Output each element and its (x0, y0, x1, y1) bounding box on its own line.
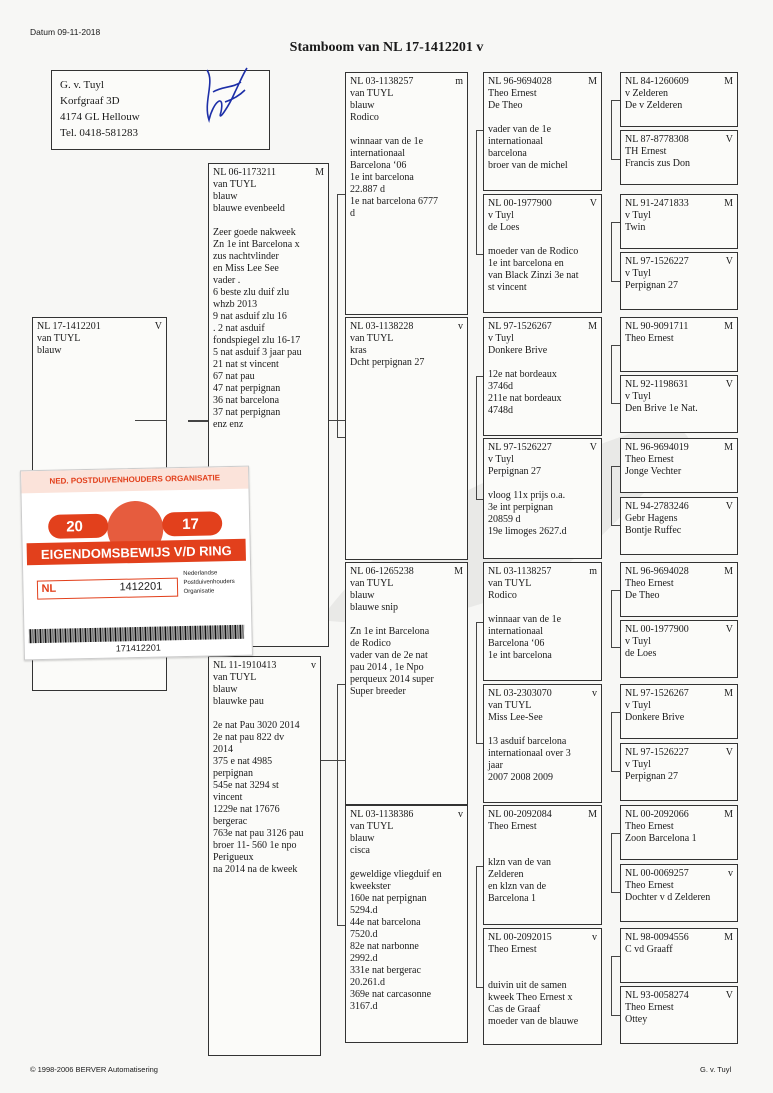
ring-number: NL 97-1526227 (625, 256, 689, 267)
connector-line (611, 712, 620, 772)
ring-number: NL 03-1138257 (350, 76, 414, 87)
pigeon-details: van TUYL blauw cisca geweldige vliegduif en kweekster 160e nat perpignan 5294.d 44e nat barcelona 7520.d 82e nat narbonne 2992.d 331e nat bergerac 20.261.d 369e nat carcasonne 3167.d (350, 821, 442, 1012)
pedigree-box-g7 (620, 438, 738, 493)
connector-line (611, 222, 620, 282)
ring-number: NL 94-2783246 (625, 501, 689, 512)
ring-number: NL 97-1526267 (488, 321, 552, 332)
pedigree-box-fmm (483, 438, 602, 559)
ring-number: NL 00-1977900 (625, 624, 689, 635)
sex-marker: M (724, 566, 733, 577)
ring-number: NL 87-8778308 (625, 134, 689, 145)
ring-number: NL 97-1526227 (625, 747, 689, 758)
pigeon-details: Theo Ernest De Theo (625, 578, 674, 601)
connector-line (321, 760, 345, 761)
certificate-year-right: 17 (182, 515, 200, 534)
pigeon-details: v Zelderen De v Zelderen (625, 88, 683, 111)
ring-number: NL 00-1977900 (488, 198, 552, 209)
pedigree-box-mfm (483, 684, 602, 803)
owner-street: Korfgraaf 3D (60, 95, 120, 107)
certificate-title: EIGENDOMSBEWIJS V/D RING (40, 543, 232, 562)
ring-number: NL 00-0069257 (625, 868, 689, 879)
pigeon-details: v Tuyl Twin (625, 210, 651, 233)
pedigree-box-ff (345, 72, 468, 315)
pigeon-details: v Tuyl Donkere Brive 12e nat bordeaux 3746d 211e nat bordeaux 4748d (488, 333, 562, 416)
side-label-o: Organisatie (183, 588, 215, 596)
connector-line (476, 622, 484, 744)
sex-marker: M (588, 321, 597, 332)
pigeon-details: v Tuyl Perpignan 27 vloog 11x prijs o.a. 3e int perpignan 20859 d 19e limoges 2627.d (488, 454, 567, 537)
pigeon-details: v Tuyl Den Brive 1e Nat. (625, 391, 698, 414)
connector-line (611, 833, 620, 893)
certificate-org: NED. POSTDUIVENHOUDERS ORGANISATIE (49, 473, 221, 486)
ring-number: NL 98-0094556 (625, 932, 689, 943)
sex-marker: v (458, 321, 463, 332)
signature (195, 62, 255, 132)
ring-number: NL 97-1526227 (488, 442, 552, 453)
pigeon-details: van TUYL Miss Lee-See 13 asduif barcelona internationaal over 3 jaar 2007 2008 2009 (488, 700, 571, 783)
sex-marker: M (724, 809, 733, 820)
pigeon-details: Theo Ernest Dochter v d Zelderen (625, 880, 711, 903)
sex-marker: V (725, 501, 733, 512)
pedigree-box-g11 (620, 684, 738, 739)
pedigree-box-mmm (483, 928, 602, 1045)
ring-number: NL 03-1138228 (350, 321, 414, 332)
pigeon-details: van TUYL Rodico winnaar van de 1e internationaal Barcelona ‘06 1e int barcelona (488, 578, 562, 661)
sex-marker: M (588, 809, 597, 820)
pigeon-details: Theo Ernest Ottey (625, 1002, 674, 1025)
certificate-side-labels (183, 569, 235, 597)
certificate-country: NL (41, 582, 57, 595)
ring-number: NL 17-1412201 (37, 321, 101, 332)
pigeon-details: Theo Ernest (625, 333, 674, 344)
pigeon-details: v Tuyl Perpignan 27 (625, 268, 679, 291)
certificate-year-left: 20 (66, 518, 84, 536)
sex-marker: V (725, 990, 733, 1001)
ownership-certificate (20, 466, 253, 661)
sex-marker: M (454, 566, 463, 577)
ring-number: NL 03-1138257 (488, 566, 552, 577)
sex-marker: M (724, 932, 733, 943)
pedigree-box-g5 (620, 317, 738, 372)
connector-line (337, 194, 345, 438)
ring-number: NL 93-0058274 (625, 990, 689, 1001)
connector-line (337, 684, 345, 926)
pedigree-box-g13 (620, 805, 738, 860)
pedigree-box-g9 (620, 562, 738, 617)
certificate-graphic (21, 467, 252, 660)
sex-marker: m (455, 76, 463, 87)
side-label-n: Nederlandse (183, 570, 218, 578)
pigeon-details: van TUYL kras Dcht perpignan 27 (350, 333, 425, 368)
sex-marker: M (588, 76, 597, 87)
sex-marker: V (725, 747, 733, 758)
pigeon-details: v Tuyl de Loes (625, 636, 657, 659)
sex-marker: v (728, 868, 733, 879)
connector-line (476, 376, 484, 500)
side-label-p: Postduivenhouders (183, 578, 235, 587)
pedigree-box-m (208, 656, 321, 1056)
pigeon-details: Gebr Hagens Bontje Ruffec (625, 513, 682, 536)
sex-marker: M (724, 442, 733, 453)
sex-marker: M (724, 688, 733, 699)
sex-marker: V (725, 256, 733, 267)
connector-line (611, 345, 620, 404)
pedigree-box-g3 (620, 194, 738, 249)
connector-line (611, 100, 620, 160)
pigeon-details: Theo Ernest klzn van de van Zelderen en klzn van de Barcelona 1 (488, 821, 552, 904)
pedigree-box-ffm (483, 194, 602, 313)
ring-number: NL 96-9694028 (625, 566, 689, 577)
ring-number: NL 84-1260609 (625, 76, 689, 87)
ring-number: NL 03-2303070 (488, 688, 552, 699)
pigeon-details: van TUYL blauw (37, 333, 81, 356)
sex-marker: V (154, 321, 162, 332)
ring-number: NL 00-2092084 (488, 809, 552, 820)
pigeon-details: TH Ernest Francis zus Don (625, 146, 690, 169)
pigeon-details: van TUYL blauw blauwke pau 2e nat Pau 3020 2014 2e nat pau 822 dv 2014 375 e nat 4985 perpignan 545e nat 3294 st vincent 1229e nat 17676 bergerac 763e nat pau 3126 pau broer 11- 560 1e npo Perigueux na 2014 na de kweek (213, 672, 304, 875)
connector-line (476, 866, 484, 988)
ring-number: NL 92-1198631 (625, 379, 689, 390)
connector-line (188, 420, 209, 422)
pedigree-box-g15 (620, 928, 738, 983)
connector-line (611, 590, 620, 648)
connector-line (611, 466, 620, 526)
ring-number: NL 91-2471833 (625, 198, 689, 209)
ring-number: NL 06-1265238 (350, 566, 414, 577)
owner-phone: Tel. 0418-581283 (60, 127, 139, 139)
sex-marker: V (725, 379, 733, 390)
sex-marker: v (592, 688, 597, 699)
ring-number: NL 96-9694028 (488, 76, 552, 87)
certificate-barcode-number: 171412201 (115, 642, 161, 654)
pedigree-box-g16 (620, 986, 738, 1044)
pedigree-box-g6 (620, 375, 738, 433)
ring-number: NL 00-2092066 (625, 809, 689, 820)
connector-line (476, 130, 484, 255)
footer-owner: G. v. Tuyl (700, 1065, 732, 1074)
sex-marker: v (592, 932, 597, 943)
owner-postal-city: 4174 GL Hellouw (60, 111, 140, 123)
pedigree-box-g2 (620, 130, 738, 185)
sex-marker: V (725, 134, 733, 145)
sex-marker: V (589, 198, 597, 209)
pedigree-box-g8 (620, 497, 738, 555)
footer-copyright: © 1998-2006 BERVER Automatisering (30, 1065, 158, 1074)
pedigree-box-fff (483, 72, 602, 191)
connector-line (329, 420, 345, 421)
sex-marker: V (725, 624, 733, 635)
connector-line (611, 956, 620, 1016)
pedigree-box-mff (483, 562, 602, 681)
sex-marker: v (311, 660, 316, 671)
pigeon-details: Theo Ernest De Theo vader van de 1e internationaal barcelona broer van de michel (488, 88, 568, 171)
ring-number: NL 96-9694019 (625, 442, 689, 453)
sex-marker: M (724, 76, 733, 87)
pigeon-details: v Tuyl Perpignan 27 (625, 759, 679, 782)
ring-number: NL 11-1910413 (213, 660, 277, 671)
pedigree-box-g12 (620, 743, 738, 801)
pedigree-box-mmf (483, 805, 602, 925)
pedigree-box-mf (345, 562, 468, 805)
sex-marker: M (724, 198, 733, 209)
ring-number: NL 03-1138386 (350, 809, 414, 820)
pedigree-box-fmf (483, 317, 602, 436)
pigeon-details: C vd Graaff (625, 944, 673, 955)
pedigree-box-g10 (620, 620, 738, 678)
pigeon-details: van TUYL blauw Rodico winnaar van de 1e internationaal Barcelona ‘06 1e int barcelona 22.887 d 1e nat barcelona 6777 d (350, 88, 439, 219)
pigeon-details: van TUYL blauw blauwe evenbeeld Zeer goede nakweek Zn 1e int Barcelona x zus nachtvlinder en Miss Lee See vader . 6 beste zlu duif zlu whzb 2013 9 nat asduif zlu 16 . 2 nat asduif fondspiegel zlu 16-17 5 nat asduif 3 jaar pau 21 nat st vincent 67 nat pau 47 nat perpignan 36 nat barcelona 37 nat perpignan enz enz (213, 179, 302, 430)
ring-number: NL 90-9091711 (625, 321, 689, 332)
pigeon-details: Theo Ernest Zoon Barcelona 1 (625, 821, 697, 844)
sex-marker: m (589, 566, 597, 577)
sex-marker: M (724, 321, 733, 332)
pedigree-box-g1 (620, 72, 738, 127)
pigeon-details: van TUYL blauw blauwe snip Zn 1e int Barcelona de Rodico vader van de 2e nat pau 2014 , 1e Npo perqueux 2014 super Super breeder (350, 578, 434, 697)
sex-marker: v (458, 809, 463, 820)
ring-number: NL 97-1526267 (625, 688, 689, 699)
pigeon-details: v Tuyl Donkere Brive (625, 700, 685, 723)
pedigree-box-fm (345, 317, 468, 560)
certificate-ring-number: 1412201 (119, 580, 163, 594)
pedigree-box-g14 (620, 864, 738, 922)
pigeon-details: Theo Ernest Jonge Vechter (625, 454, 682, 477)
document-date: Datum 09-11-2018 (30, 27, 101, 37)
pigeon-details: Theo Ernest duivin uit de samen kweek Theo Ernest x Cas de Graaf moeder van de blauwe (488, 944, 579, 1027)
ring-number: NL 06-1173211 (213, 167, 277, 178)
connector-line (135, 420, 167, 421)
sex-marker: M (315, 167, 324, 178)
page-title: Stamboom van NL 17-1412201 v (289, 40, 484, 55)
owner-name: G. v. Tuyl (60, 79, 104, 91)
pigeon-details: v Tuyl de Loes moeder van de Rodico 1e int barcelona en van Black Zinzi 3e nat st vincent (488, 210, 579, 293)
sex-marker: V (589, 442, 597, 453)
ring-number: NL 00-2092015 (488, 932, 552, 943)
pedigree-box-g4 (620, 252, 738, 310)
pedigree-box-mm (345, 805, 468, 1043)
